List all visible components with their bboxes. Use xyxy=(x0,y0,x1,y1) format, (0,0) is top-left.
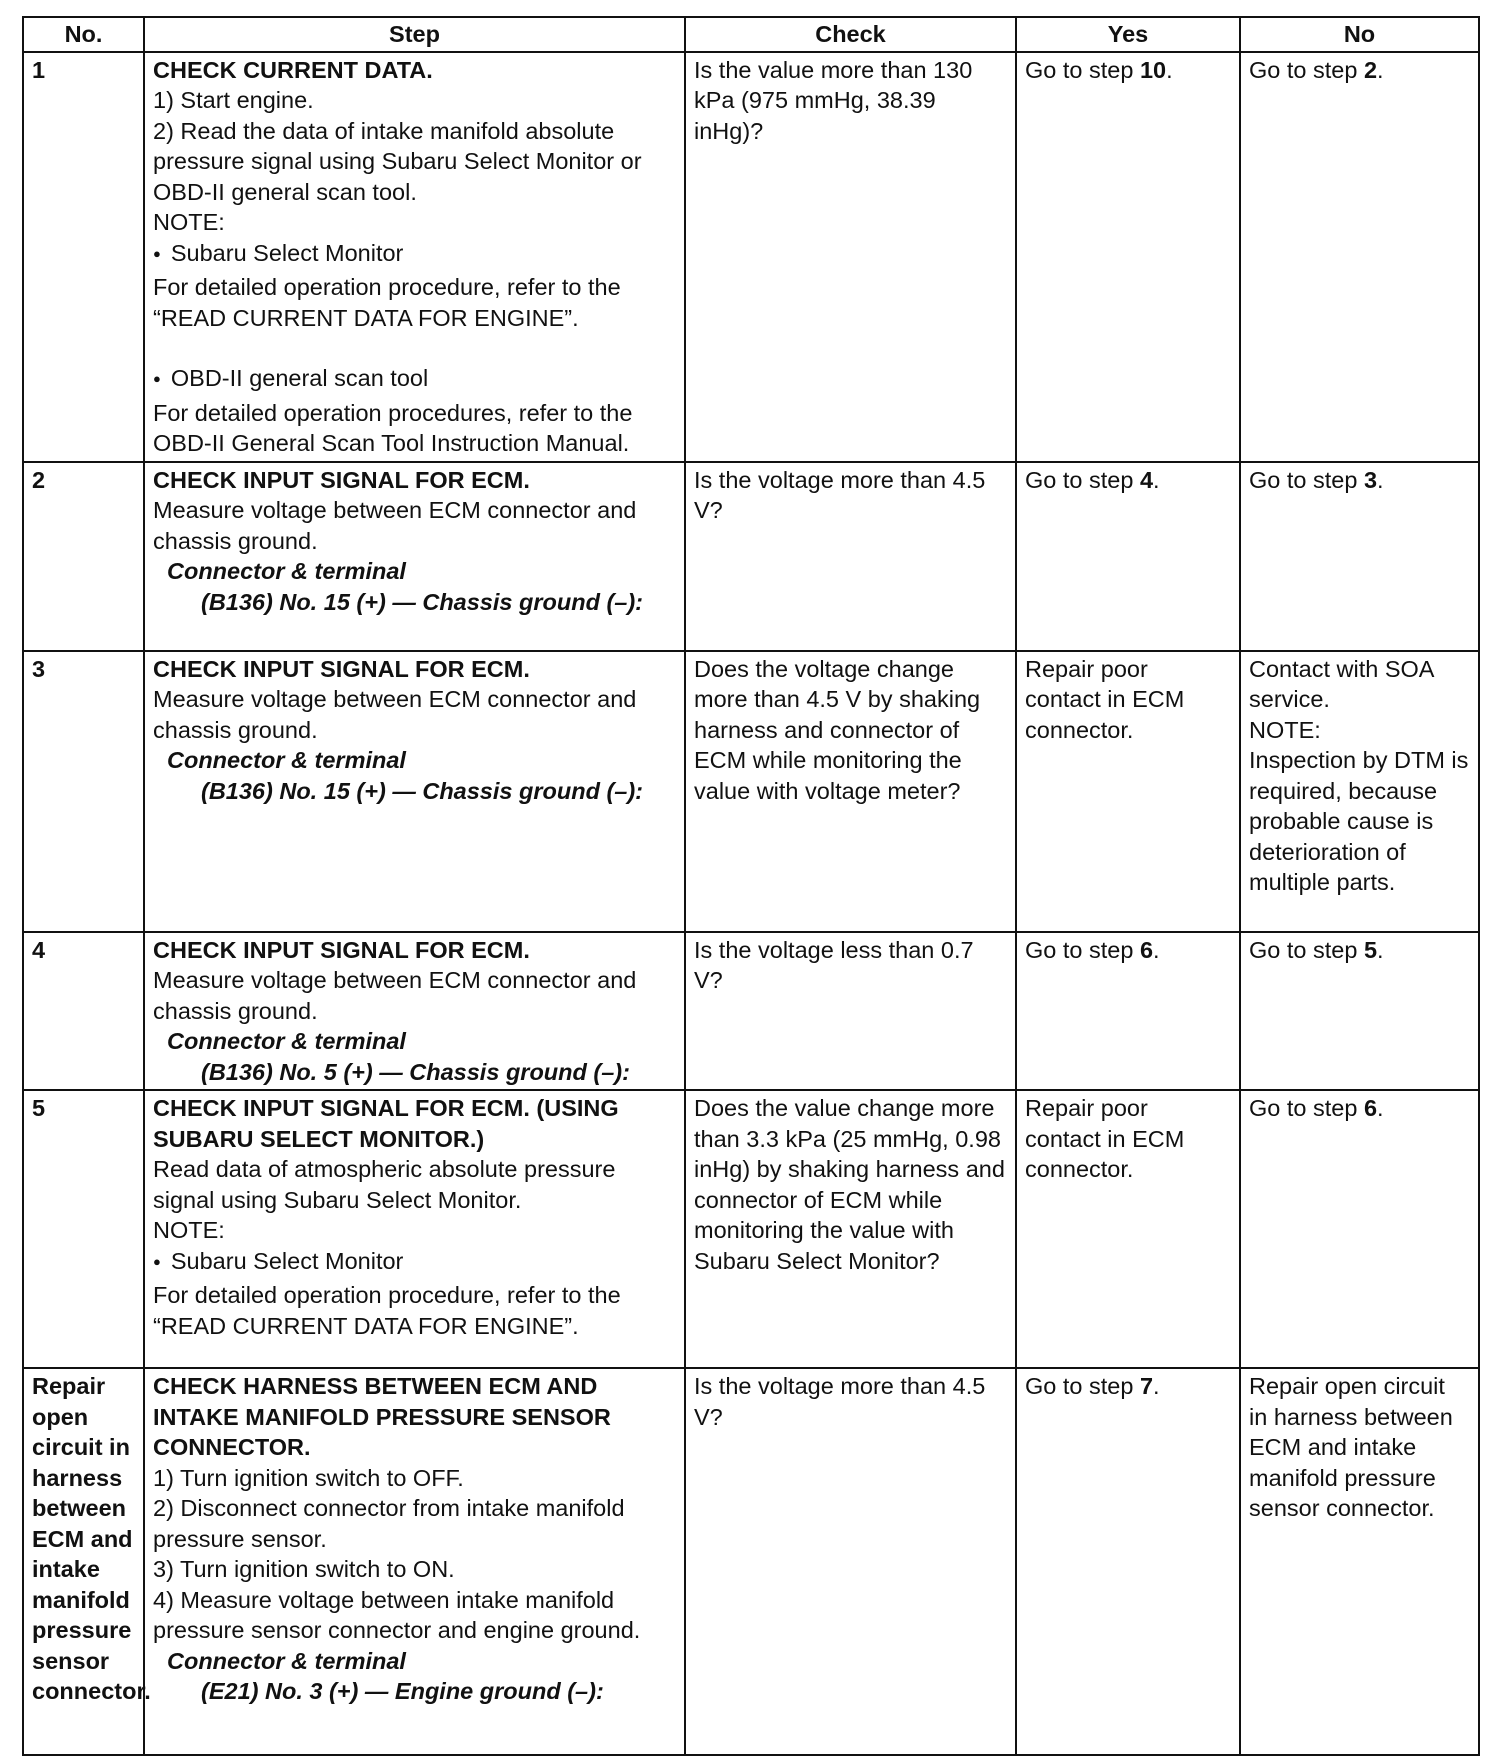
no-cell xyxy=(1240,932,1479,1091)
table-row xyxy=(23,1368,1479,1755)
step-line: 4) Measure voltage between intake manifold pressure sensor connector and engine ground. xyxy=(153,1586,641,1643)
connector-terminal: (E21) No. 3 (+) — Engine ground (–): xyxy=(201,1678,604,1704)
check-cell: Is the voltage more than 4.5 V? xyxy=(685,1368,1016,1755)
table-row xyxy=(23,52,1479,462)
no-cell xyxy=(1240,462,1479,651)
step-cell xyxy=(144,1368,685,1755)
no-suffix: . xyxy=(1377,1095,1384,1121)
step-number: 2 xyxy=(23,462,144,651)
no-text: Go to step xyxy=(1249,56,1364,83)
step-title: CHECK INPUT SIGNAL FOR ECM. (USING SUBARU SELECT MONITOR.) xyxy=(153,1095,619,1152)
step-cell xyxy=(144,932,685,1091)
no-suffix: . xyxy=(1377,466,1384,493)
yes-text: Go to step xyxy=(1025,1373,1140,1399)
step-line: 3) Turn ignition switch to ON. xyxy=(153,1556,455,1582)
step-title: CHECK INPUT SIGNAL FOR ECM. xyxy=(153,936,530,963)
step-line: Measure voltage between ECM connector and chassis ground. xyxy=(153,497,637,554)
step-number: 4 xyxy=(23,932,144,1091)
no-suffix: . xyxy=(1377,56,1384,83)
table-row xyxy=(23,1090,1479,1368)
step-title: CHECK INPUT SIGNAL FOR ECM. xyxy=(153,655,530,682)
check-cell: Is the voltage more than 4.5 V? xyxy=(685,462,1016,651)
connector-terminal: (B136) No. 15 (+) — Chassis ground (–): xyxy=(201,588,644,615)
no-cell xyxy=(1240,1090,1479,1368)
header-no: No. xyxy=(23,17,144,52)
yes-cell xyxy=(1016,52,1240,462)
step-cell xyxy=(144,1090,685,1368)
no-line: Inspection by DTM is required, because probable cause is deterioration of multiple parts. xyxy=(1249,747,1469,895)
spacer xyxy=(153,333,675,363)
step-line: For detailed operation procedure, refer to the “READ CURRENT DATA FOR ENGINE”. xyxy=(153,274,621,331)
diagnostic-procedure-table xyxy=(22,16,1480,1756)
note-label: NOTE: xyxy=(153,209,225,235)
step-line: 1) Turn ignition switch to OFF. xyxy=(153,1464,464,1491)
header-check: Check xyxy=(685,17,1016,52)
connector-heading: Connector & terminal xyxy=(167,1028,406,1054)
step-number: 3 xyxy=(23,651,144,932)
connector-heading: Connector & terminal xyxy=(167,747,406,773)
check-cell: Is the voltage less than 0.7 V? xyxy=(685,932,1016,1091)
step-cell xyxy=(144,52,685,462)
yes-step-ref: 10 xyxy=(1139,56,1167,83)
check-cell: Is the value more than 130 kPa (975 mmHg, 38.39 inHg)? xyxy=(685,52,1016,462)
check-cell: Does the voltage change more than 4.5 V by shaking harness and connector of ECM while monitoring the value with voltage meter? xyxy=(685,651,1016,932)
connector-heading: Connector & terminal xyxy=(167,1647,406,1674)
step-cell xyxy=(144,651,685,932)
step-line: 2) Disconnect connector from intake manifold pressure sensor. xyxy=(153,1495,625,1552)
yes-text: Go to step xyxy=(1025,56,1140,83)
yes-step-ref: 6 xyxy=(1139,936,1154,963)
note-label: NOTE: xyxy=(153,1217,225,1243)
yes-cell xyxy=(1016,1368,1240,1755)
check-cell: Does the value change more than 3.3 kPa (25 mmHg, 0.98 inHg) by shaking harness and connector of ECM while monitoring the value with Subaru Select Monitor? xyxy=(685,1090,1016,1368)
step-line: 1) Start engine. xyxy=(153,87,314,113)
step-number: 5 xyxy=(23,1090,144,1368)
connector-heading: Connector & terminal xyxy=(167,558,406,584)
yes-suffix: . xyxy=(1166,56,1173,83)
step-title: CHECK HARNESS BETWEEN ECM AND INTAKE MANIFOLD PRESSURE SENSOR CONNECTOR. xyxy=(153,1373,611,1460)
header-no-result: No xyxy=(1240,17,1479,52)
yes-suffix: . xyxy=(1153,1373,1160,1399)
no-suffix: . xyxy=(1377,936,1384,963)
yes-cell: Repair poor contact in ECM connector. xyxy=(1016,1090,1240,1368)
connector-terminal: (B136) No. 5 (+) — Chassis ground (–): xyxy=(201,1058,630,1085)
header-row xyxy=(23,17,1479,52)
yes-step-ref: 4 xyxy=(1139,466,1154,493)
bullet-item: ● Subaru Select Monitor xyxy=(153,238,675,273)
header-yes: Yes xyxy=(1016,17,1240,52)
no-text: Go to step xyxy=(1249,1095,1364,1121)
step-line: Read data of atmospheric absolute pressure signal using Subaru Select Monitor. xyxy=(153,1156,616,1213)
yes-cell xyxy=(1016,462,1240,651)
step-line: Measure voltage between ECM connector and chassis ground. xyxy=(153,967,637,1024)
step-line: Measure voltage between ECM connector and chassis ground. xyxy=(153,686,637,743)
step-line: 2) Read the data of intake manifold absolute pressure signal using Subaru Select Monitor or OBD-II general scan tool. xyxy=(153,117,642,205)
step-line: For detailed operation procedure, refer to the “READ CURRENT DATA FOR ENGINE”. xyxy=(153,1282,621,1339)
table-row xyxy=(23,651,1479,932)
step-line: For detailed operation procedures, refer to the OBD-II General Scan Tool Instruction Manual. xyxy=(153,399,633,456)
no-text: Go to step xyxy=(1249,936,1364,963)
yes-suffix: . xyxy=(1153,466,1160,493)
no-cell xyxy=(1240,651,1479,932)
yes-text: Go to step xyxy=(1025,936,1140,963)
yes-cell: Repair poor contact in ECM connector. xyxy=(1016,651,1240,932)
yes-text: Go to step xyxy=(1025,466,1140,493)
bullet-item: ● Subaru Select Monitor xyxy=(153,1246,675,1281)
step-number: Repair open circuit in harness between ECM and intake manifold pressure sensor connector. xyxy=(23,1368,144,1755)
header-step: Step xyxy=(144,17,685,52)
no-step-ref: 2 xyxy=(1363,56,1378,83)
no-step-ref: 5 xyxy=(1363,936,1378,963)
note-label: NOTE: xyxy=(1249,716,1321,743)
yes-suffix: . xyxy=(1153,936,1160,963)
bullet-item: ● OBD-II general scan tool xyxy=(153,363,675,398)
no-cell xyxy=(1240,52,1479,462)
yes-step-ref: 7 xyxy=(1139,1373,1154,1399)
step-cell xyxy=(144,462,685,651)
step-number: 1 xyxy=(23,52,144,462)
connector-terminal: (B136) No. 15 (+) — Chassis ground (–): xyxy=(201,777,644,804)
step-title: CHECK CURRENT DATA. xyxy=(153,56,433,83)
table-row xyxy=(23,462,1479,651)
table-row xyxy=(23,932,1479,1091)
no-line: Contact with SOA service. xyxy=(1249,655,1434,712)
no-cell: Repair open circuit in harness between ECM and intake manifold pressure sensor connector. xyxy=(1240,1368,1479,1755)
no-text: Go to step xyxy=(1249,466,1364,493)
no-step-ref: 6 xyxy=(1363,1095,1378,1121)
no-step-ref: 3 xyxy=(1363,466,1378,493)
yes-cell xyxy=(1016,932,1240,1091)
step-title: CHECK INPUT SIGNAL FOR ECM. xyxy=(153,466,530,493)
